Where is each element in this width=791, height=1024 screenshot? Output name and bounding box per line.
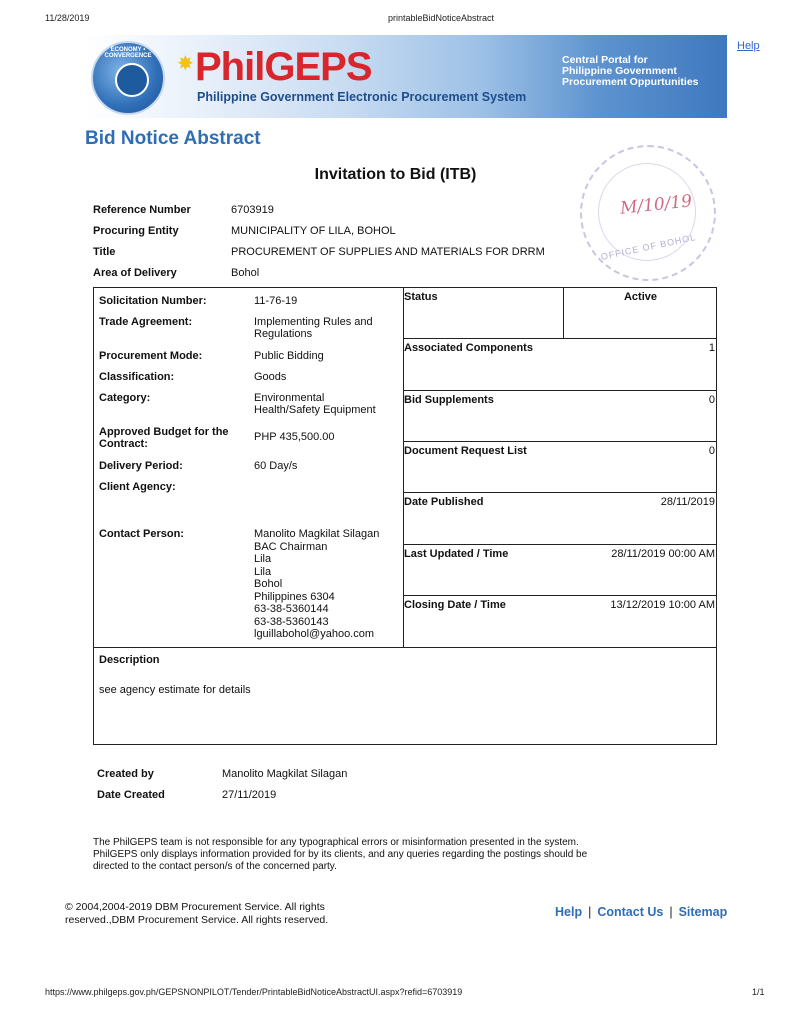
globe-icon [115, 63, 149, 97]
footer-separator: | [669, 905, 673, 919]
last-updated-label: Last Updated / Time [404, 548, 509, 560]
budget-value: PHP 435,500.00 [254, 431, 335, 443]
portal-line-3: Procurement Oppurtunities [562, 76, 699, 88]
meta-value-entity: MUNICIPALITY OF LILA, BOHOL [231, 225, 396, 237]
delivery-label: Delivery Period: [99, 460, 183, 472]
category-value-1: Environmental [254, 392, 325, 404]
contact-label: Contact Person: [99, 528, 184, 540]
footer-contact-link[interactable]: Contact Us [597, 905, 664, 919]
document-request-row [403, 442, 716, 493]
status-value-cell [563, 288, 717, 338]
description-text: see agency estimate for details [99, 684, 251, 696]
trade-label: Trade Agreement: [99, 316, 193, 328]
solicitation-value: 11-76-19 [254, 295, 298, 307]
associated-components-row [403, 339, 716, 391]
disclaimer-line-3: directed to the contact person/s of the concerned party. [93, 861, 337, 872]
closing-date-value: 13/12/2019 10:00 AM [610, 599, 715, 611]
disclaimer [93, 837, 713, 873]
date-created-value: 27/11/2019 [222, 789, 277, 801]
category-label: Category: [99, 392, 151, 404]
portal-tagline [562, 55, 727, 88]
meta-label-entity: Procuring Entity [93, 225, 179, 237]
closing-date-row [403, 596, 716, 647]
category-value-2: Health/Safety Equipment [254, 404, 376, 416]
details-table [93, 287, 717, 745]
copyright-line-1: © 2004,2004-2019 DBM Procurement Service. All rights [65, 901, 325, 913]
meta-label-reference: Reference Number [93, 204, 191, 216]
date-published-row [403, 493, 716, 545]
sun-icon: ✸ [177, 53, 194, 75]
solicitation-label: Solicitation Number: [99, 295, 207, 307]
date-published-value: 28/11/2019 [660, 496, 715, 508]
brand-subtitle: Philippine Government Electronic Procurement System [197, 90, 527, 104]
budget-label-1: Approved Budget for the [99, 426, 229, 438]
status-row [403, 288, 716, 339]
date-created-label: Date Created [97, 789, 165, 801]
received-stamp [580, 145, 716, 281]
document-request-label: Document Request List [404, 445, 527, 457]
contact-phone: 63-38-5360144 [254, 603, 329, 615]
status-value: Active [623, 291, 658, 303]
print-page-number: 1/1 [752, 987, 765, 997]
contact-fax: 63-38-5360143 [254, 615, 329, 628]
last-updated-row [403, 545, 716, 596]
disclaimer-line-2: PhilGEPS only displays information provided for by its clients, and any queries regarding the postings should be [93, 849, 588, 860]
print-title: printableBidNoticeAbstract [388, 13, 495, 23]
date-published-label: Date Published [404, 496, 484, 508]
footer-separator: | [588, 905, 592, 919]
footer-sitemap-link[interactable]: Sitemap [678, 905, 728, 919]
trade-value-2: Regulations [254, 328, 313, 340]
portal-line-1: Central Portal for [562, 54, 648, 66]
print-url: https://www.philgeps.gov.ph/GEPSNONPILOT/Tender/PrintableBidNoticeAbstractUI.aspx?refid=6703919 [45, 987, 463, 997]
associated-components-value: 1 [708, 342, 715, 354]
philgeps-banner [85, 35, 727, 118]
document-request-value: 0 [708, 445, 715, 457]
classification-value: Goods [254, 371, 287, 383]
classification-label: Classification: [99, 371, 175, 383]
logo-ring-text: ECONOMY • CONVERGENCE [104, 47, 152, 59]
mode-label: Procurement Mode: [99, 350, 203, 362]
footer-help-link[interactable]: Help [555, 905, 583, 919]
client-agency-label: Client Agency: [99, 481, 176, 493]
portal-line-2: Philippine Government [562, 65, 677, 77]
economy-logo-icon [91, 41, 165, 115]
disclaimer-line-1: The PhilGEPS team is not responsible for any typographical errors or misinformation presented in the system. [93, 837, 579, 848]
description-label: Description [99, 654, 160, 666]
meta-label-area: Area of Delivery [93, 267, 177, 279]
page-title: Bid Notice Abstract [85, 128, 261, 149]
copyright [65, 901, 385, 927]
meta-label-title: Title [93, 246, 116, 258]
stamp-text: OFFICE OF BOHOL [600, 232, 697, 262]
status-panel [403, 288, 716, 647]
copyright-line-2: reserved.,DBM Procurement Service. All rights reserved. [65, 914, 329, 926]
closing-date-label: Closing Date / Time [404, 599, 506, 611]
print-date: 11/28/2019 [45, 13, 90, 23]
contact-position: BAC Chairman [254, 540, 328, 553]
last-updated-value: 28/11/2019 00:00 AM [611, 548, 715, 560]
help-link[interactable]: Help [737, 40, 760, 52]
trade-value-1: Implementing Rules and [254, 316, 373, 328]
stamp-signature: M/10/19 [619, 191, 693, 219]
contact-name: Manolito Magkilat Silagan [254, 528, 380, 540]
delivery-value: 60 Day/s [254, 460, 298, 472]
created-by-label: Created by [97, 768, 154, 780]
bid-supplements-row [403, 391, 716, 442]
created-by-value: Manolito Magkilat Silagan [222, 768, 348, 780]
brand-logo-text: PhilGEPS [195, 45, 372, 89]
associated-components-label: Associated Components [404, 342, 533, 354]
status-label: Status [404, 291, 438, 303]
mode-value: Public Bidding [254, 350, 324, 362]
contact-block [254, 528, 379, 641]
contact-province: Bohol [254, 578, 283, 590]
budget-label-2: Contract: [99, 438, 148, 450]
contact-address-1: Lila [254, 553, 272, 565]
meta-value-title: PROCUREMENT OF SUPPLIES AND MATERIALS FOR DRRM [231, 246, 545, 258]
footer-links [555, 905, 727, 919]
meta-value-reference: 6703919 [231, 204, 274, 216]
contact-email[interactable]: lguillabohol@yahoo.com [254, 628, 375, 640]
contact-country: Philippines 6304 [254, 590, 335, 603]
description-divider [94, 647, 716, 648]
meta-value-area: Bohol [231, 267, 260, 279]
contact-address-2: Lila [254, 565, 272, 578]
bid-supplements-label: Bid Supplements [404, 394, 494, 406]
bid-supplements-value: 0 [708, 394, 715, 406]
document-heading: Invitation to Bid (ITB) [314, 166, 477, 183]
